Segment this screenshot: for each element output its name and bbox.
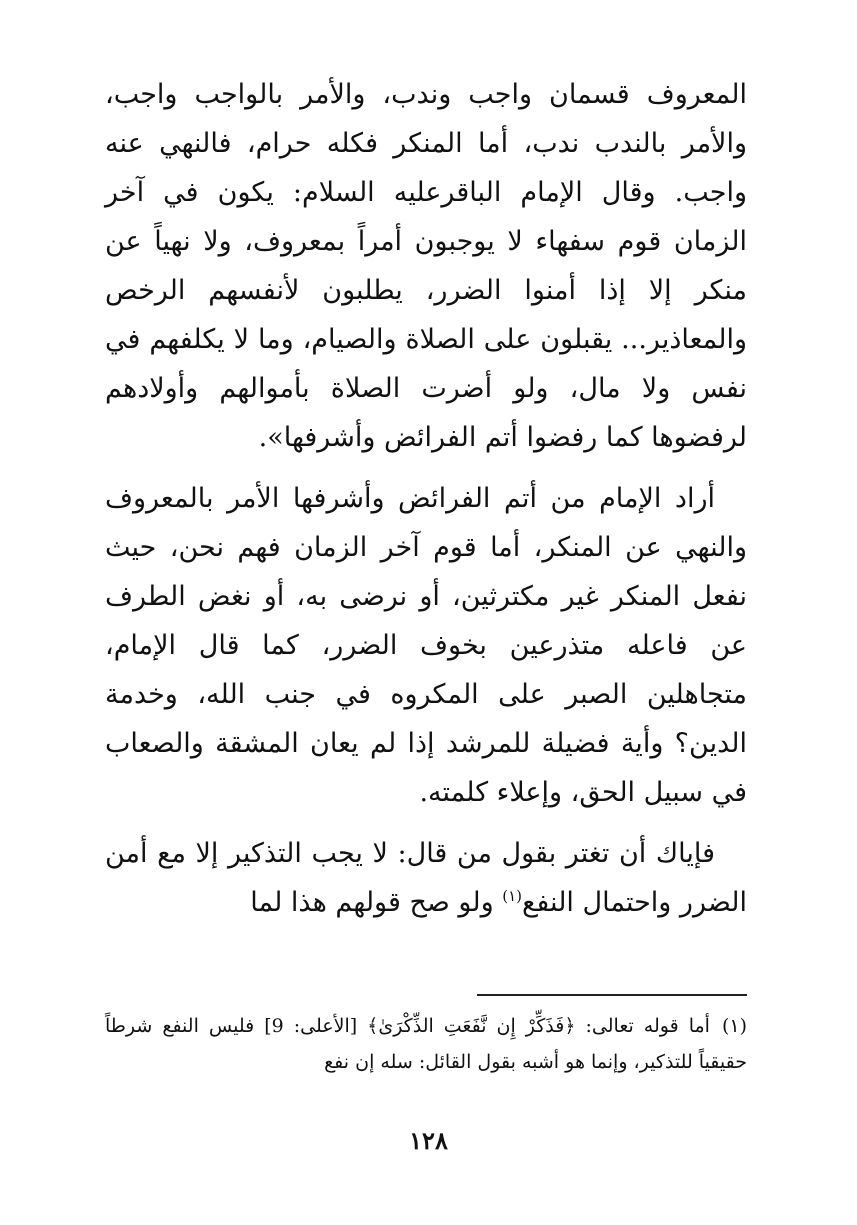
main-text <box>105 70 747 939</box>
footnote-text: أما قوله تعالى: ﴿فَذَكِّرْ إِن نَّفَعَتِ الذِّكْرَىٰ﴾ [الأعلى: 9] فليس النفع شرطاً حقيقياً للتذكير، وإنما هو أشبه بقول القائل: سله إن نفع <box>105 1015 747 1073</box>
paragraph-3-continuation: ولو صح قولهم هذا لما <box>250 887 503 918</box>
paragraph-3-text: فإياك أن تغتر بقول من قال: لا يجب التذكير إلا مع أمن الضرر واحتمال النفع <box>105 838 747 918</box>
paragraph-1: المعروف قسمان واجب وندب، والأمر بالواجب واجب، والأمر بالندب ندب، أما المنكر فكله حرام، فالنهي عنه واجب. وقال الإمام الباقرعليه السلام: يكون في آخر الزمان قوم سفهاء لا يوجبون أمراً بمعروف، ولا نهياً عن منكر إلا إذا أمنوا الضرر، يطلبون لأنفسهم الرخص والمعاذير... يقبلون على الصلاة والصيام، وما لا يكلفهم في نفس ولا مال، ولو أضرت الصلاة بأموالهم وأولادهم لرفضوها كما رفضوا أتم الفرائض وأشرفها». <box>105 79 747 453</box>
paragraph-3 <box>105 829 747 927</box>
footnote-number: (١) <box>721 1015 748 1037</box>
footnotes <box>105 1008 747 1080</box>
page-number: ١٢٨ <box>409 1126 448 1155</box>
footnote-separator <box>477 994 747 996</box>
footnote-reference[interactable]: (١) <box>502 887 523 905</box>
paragraph-2: أراد الإمام من أتم الفرائض وأشرفها الأمر بالمعروف والنهي عن المنكر، أما قوم آخر الزمان فهم نحن، حيث نفعل المنكر غير مكترثين، أو نرضى به، أو نغض الطرف عن فاعله متذرعين بخوف الضرر، كما قال الإمام، متجاهلين الصبر على المكروه في جنب الله، وخدمة الدين؟ وأية فضيلة للمرشد إذا لم يعان المشقة والصعاب في سبيل الحق، وإعلاء كلمته. <box>105 483 747 808</box>
